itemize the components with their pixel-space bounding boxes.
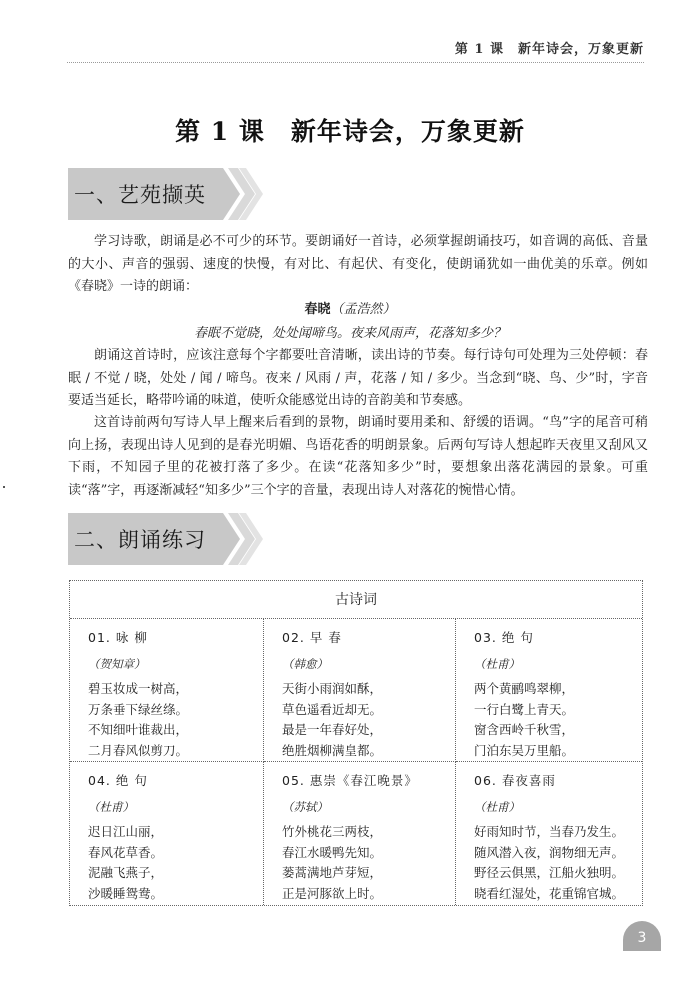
poem-line: 沙暖睡鸳鸯。: [88, 885, 164, 901]
paragraph-rhythm: 朗诵这首诗时，应该注意每个字都要吐音清晰，读出诗的节奏。每行诗句可处理为三处停顿：春眠 / 不觉 / 晓，处处 / 闻 / 啼鸟。夜来 / 风雨 / 声，花落 / 知 / 多少。当念到“晓、鸟、少”时，字音要适当延长，略带吟诵的味道，使听众能感觉出诗的音韵美和节奏感。: [68, 348, 648, 408]
poem-line: 草色遥看近却无。: [282, 701, 383, 717]
poem-line: 不知细叶谁裁出，: [88, 722, 189, 737]
poem-line: 最是一年春好处，: [282, 722, 383, 737]
poem-line: 正是河豚欲上时。: [282, 885, 383, 901]
poem-title: 01. 咏 柳: [88, 630, 148, 645]
poem-author: （杜甫）: [88, 800, 134, 814]
poem-title-text: 春晓: [304, 302, 331, 317]
poem-title: 03. 绝 句: [474, 630, 534, 645]
margin-mark: [3, 486, 5, 488]
poem-line: 迟日江山丽，: [88, 824, 164, 839]
poem-author: （苏轼）: [282, 800, 328, 814]
poem-line: 二月春风似剪刀。: [88, 742, 189, 758]
poem-cell: [456, 619, 642, 762]
paragraph-intro: 学习诗歌，朗诵是必不可少的环节。要朗诵好一首诗，必须掌握朗诵技巧，如音调的高低、音量的大小、声音的强弱、速度的快慢，有对比、有起伏、有变化，使朗诵犹如一曲优美的乐章。例如《春晓》一诗的朗诵：: [68, 234, 648, 294]
poem-title: 04. 绝 句: [88, 773, 148, 788]
poem-cell: [70, 762, 264, 905]
example-poem-line: 春眠不觉晓，处处闻啼鸟。夜来风雨声，花落知多少？: [193, 326, 506, 341]
poem-line: 两个黄鹂鸣翠柳，: [474, 681, 575, 696]
poem-cell: [70, 619, 264, 762]
poem-line: 随风潜入夜，润物细无声。: [474, 844, 625, 860]
poem-line: 好雨知时节，当春乃发生。: [474, 824, 625, 839]
poem-line: 绝胜烟柳满皇都。: [282, 742, 383, 758]
poem-title: 06. 春夜喜雨: [474, 773, 556, 788]
section-banner-1: [68, 168, 263, 220]
poem-cell: [264, 619, 456, 762]
poem-title: 02. 早 春: [282, 630, 342, 645]
page-title: 第 1 课 新年诗会，万象更新: [175, 117, 525, 146]
poem-line: 窗含西岭千秋雪，: [474, 722, 575, 737]
running-header: 第 1 课 新年诗会，万象更新: [454, 42, 644, 57]
poem-line: 天街小雨润如酥，: [282, 681, 383, 696]
poem-cell: [264, 762, 456, 905]
poem-line: 晓看红湿处，花重锦官城。: [474, 885, 625, 901]
poem-line: 野径云俱黑，江船火独明。: [474, 865, 625, 880]
page-number-badge: 3: [623, 921, 661, 951]
section-heading: 二、朗诵练习: [74, 528, 206, 552]
poem-author: （贺知章）: [88, 657, 146, 671]
poem-author: （杜甫）: [474, 800, 520, 814]
poem-line: 门泊东吴万里船。: [474, 742, 575, 758]
poem-line: 春江水暖鸭先知。: [282, 844, 383, 860]
example-poem-title: [0, 298, 700, 317]
poem-grid: [70, 619, 642, 905]
poem-author: （孟浩然）: [330, 302, 396, 317]
poem-table: [69, 580, 643, 906]
poem-line: 蒌蒿满地芦芽短，: [282, 865, 383, 880]
table-heading: 古诗词: [70, 581, 642, 619]
section-heading: 一、艺苑撷英: [74, 183, 206, 207]
section-banner-2: [68, 513, 263, 565]
poem-line: 万条垂下绿丝绦。: [88, 701, 189, 717]
poem-line: 碧玉妆成一树高，: [88, 681, 189, 696]
poem-title: 05. 惠崇《春江晚景》: [282, 773, 418, 788]
poem-line: 竹外桃花三两枝，: [282, 824, 383, 839]
poem-cell: [456, 762, 642, 905]
paragraph-interpretation: 这首诗前两句写诗人早上醒来后看到的景物，朗诵时要用柔和、舒缓的语调。“鸟”字的尾音可稍向上扬，表现出诗人见到的是春光明媚、鸟语花香的明朗景象。后两句写诗人想起昨天夜里又刮风又下雨，不知园子里的花被打落了多少。在读“花落知多少”时，要想象出落花满园的景象。可重读“落”字，再逐渐减轻“知多少”三个字的音量，表现出诗人对落花的惋惜心情。: [68, 415, 648, 498]
poem-author: （韩愈）: [282, 657, 328, 671]
poem-author: （杜甫）: [474, 657, 520, 671]
header-divider: [67, 62, 644, 63]
poem-line: 泥融飞燕子，: [88, 865, 164, 880]
poem-line: 一行白鹭上青天。: [474, 701, 575, 717]
poem-line: 春风花草香。: [88, 844, 164, 860]
